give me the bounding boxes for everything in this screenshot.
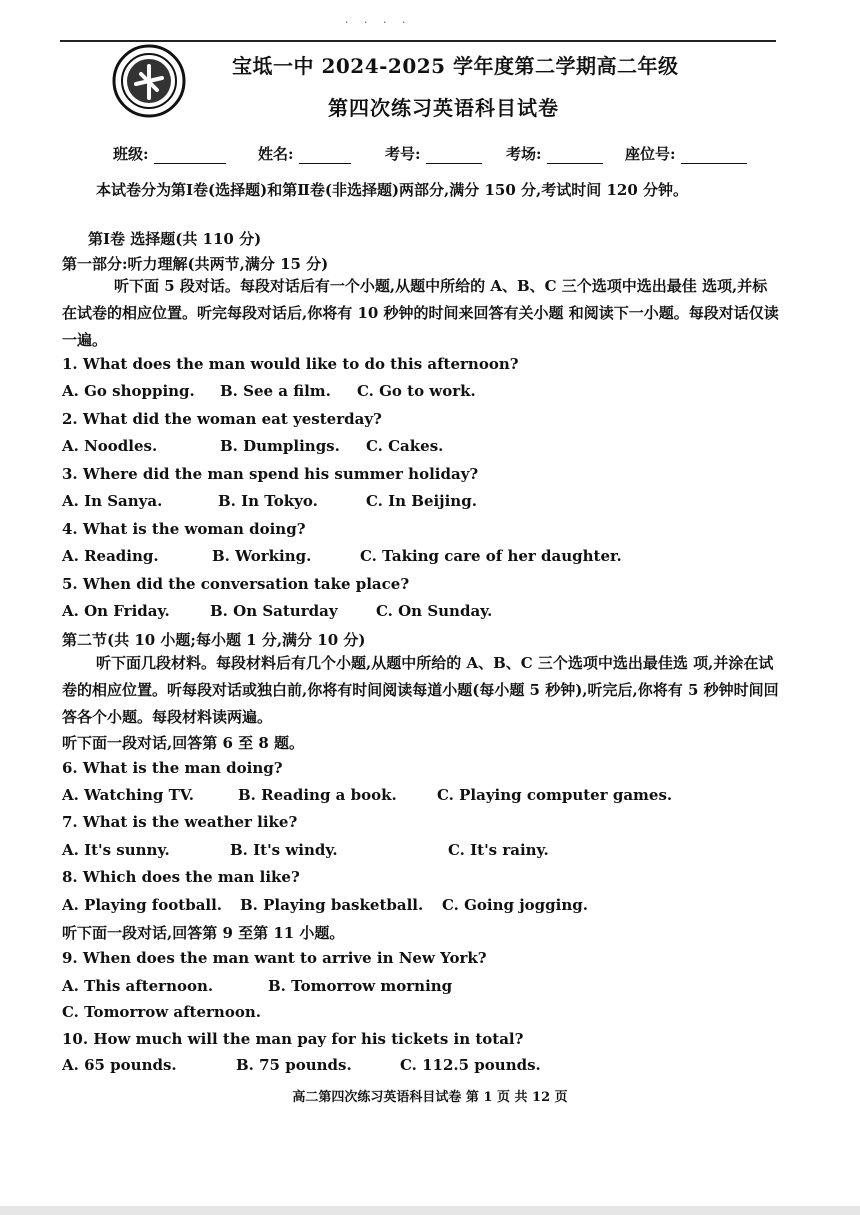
exam-no-blank[interactable] [426, 147, 482, 164]
question-7: 7. What is the weather like? [62, 813, 298, 831]
class-label: 班级: [113, 145, 149, 163]
q5-option-a[interactable]: A. On Friday. [62, 602, 170, 620]
group2-instruction: 听下面一段对话,回答第 9 至第 11 小题。 [62, 924, 345, 942]
seat-label: 座位号: [625, 145, 676, 163]
question-9: 9. When does the man want to arrive in New York? [62, 949, 487, 967]
exam-no-label: 考号: [385, 145, 421, 163]
q6-option-a[interactable]: A. Watching TV. [62, 786, 195, 804]
question-8: 8. Which does the man like? [62, 868, 300, 886]
q8-option-b[interactable]: B. Playing basketball. [240, 896, 424, 914]
q5-option-c[interactable]: C. On Sunday. [376, 602, 493, 620]
part2-instructions: 听下面几段材料。每段材料后有几个小题,从题中所给的 A、B、C 三个选项中选出最佳选 项,并涂在试卷的相应位置。听每段对话或独白前,你将有时间阅读每道小题(每小题 5 秒钟),听完后,你将有 5 秒钟时间回答各个小题。每段材料读两遍。 [62, 654, 779, 726]
top-scribble: · · · · [345, 16, 412, 29]
q9-option-c[interactable]: C. Tomorrow afternoon. [62, 1003, 261, 1021]
q10-option-b[interactable]: B. 75 pounds. [236, 1056, 352, 1074]
exam-title-line1: 宝坻一中 2024-2025 学年度第二学期高二年级 [232, 54, 679, 78]
q7-option-b[interactable]: B. It's windy. [230, 841, 338, 859]
top-rule [60, 40, 776, 42]
question-4: 4. What is the woman doing? [62, 520, 306, 538]
name-label: 姓名: [258, 145, 294, 163]
question-2: 2. What did the woman eat yesterday? [62, 410, 382, 428]
room-field[interactable] [506, 143, 603, 164]
q2-option-b[interactable]: B. Dumplings. [220, 437, 340, 455]
seat-field[interactable] [625, 143, 747, 164]
part2-heading: 第二节(共 10 小题;每小题 1 分,满分 10 分) [62, 631, 366, 649]
student-info-row [113, 143, 773, 167]
question-5: 5. When did the conversation take place? [62, 575, 410, 593]
q1-option-a[interactable]: A. Go shopping. [62, 382, 195, 400]
class-field[interactable] [113, 143, 226, 164]
question-10: 10. How much will the man pay for his tickets in total? [62, 1030, 524, 1048]
q6-option-c[interactable]: C. Playing computer games. [437, 786, 673, 804]
q7-option-c[interactable]: C. It's rainy. [448, 841, 549, 859]
q2-option-a[interactable]: A. Noodles. [62, 437, 158, 455]
q1-option-c[interactable]: C. Go to work. [357, 382, 476, 400]
room-label: 考场: [506, 145, 542, 163]
section-heading: 第Ⅰ卷 选择题(共 110 分) [88, 230, 262, 248]
q4-option-b[interactable]: B. Working. [212, 547, 312, 565]
q10-option-c[interactable]: C. 112.5 pounds. [400, 1056, 541, 1074]
school-logo-icon [112, 44, 186, 118]
scan-bottom-edge [0, 1206, 860, 1215]
q3-option-a[interactable]: A. In Sanya. [62, 492, 163, 510]
exam-intro: 本试卷分为第Ⅰ卷(选择题)和第Ⅱ卷(非选择题)两部分,满分 150 分,考试时间 120 分钟。 [96, 181, 689, 199]
part1-instructions: 听下面 5 段对话。每段对话后有一个小题,从题中所给的 A、B、C 三个选项中选出最佳 选项,并标在试卷的相应位置。听完每段对话后,你将有 10 秒钟的时间来回答有关小题 和阅读下一小题。每段对话仅读一遍。 [62, 277, 779, 349]
q8-option-c[interactable]: C. Going jogging. [442, 896, 588, 914]
q1-option-b[interactable]: B. See a film. [220, 382, 331, 400]
question-1: 1. What does the man would like to do this afternoon? [62, 355, 519, 373]
exam-no-field[interactable] [385, 143, 482, 164]
q3-option-b[interactable]: B. In Tokyo. [218, 492, 318, 510]
question-3: 3. Where did the man spend his summer holiday? [62, 465, 479, 483]
q8-option-a[interactable]: A. Playing football. [62, 896, 223, 914]
q7-option-a[interactable]: A. It's sunny. [62, 841, 170, 859]
q4-option-c[interactable]: C. Taking care of her daughter. [360, 547, 622, 565]
q4-option-a[interactable]: A. Reading. [62, 547, 159, 565]
page-footer: 高二第四次练习英语科目试卷 第 1 页 共 12 页 [292, 1090, 568, 1105]
q9-option-a[interactable]: A. This afternoon. [62, 977, 214, 995]
part1-heading: 第一部分:听力理解(共两节,满分 15 分) [62, 255, 329, 273]
room-blank[interactable] [547, 147, 603, 164]
name-field[interactable] [258, 143, 351, 164]
q9-option-b[interactable]: B. Tomorrow morning [268, 977, 453, 995]
q6-option-b[interactable]: B. Reading a book. [238, 786, 397, 804]
group1-instruction: 听下面一段对话,回答第 6 至 8 题。 [62, 734, 304, 752]
q2-option-c[interactable]: C. Cakes. [366, 437, 444, 455]
class-blank[interactable] [154, 147, 226, 164]
seat-blank[interactable] [681, 147, 747, 164]
question-6: 6. What is the man doing? [62, 759, 283, 777]
q3-option-c[interactable]: C. In Beijing. [366, 492, 477, 510]
exam-title-line2: 第四次练习英语科目试卷 [328, 96, 559, 120]
q10-option-a[interactable]: A. 65 pounds. [62, 1056, 177, 1074]
name-blank[interactable] [299, 147, 351, 164]
q5-option-b[interactable]: B. On Saturday [210, 602, 338, 620]
